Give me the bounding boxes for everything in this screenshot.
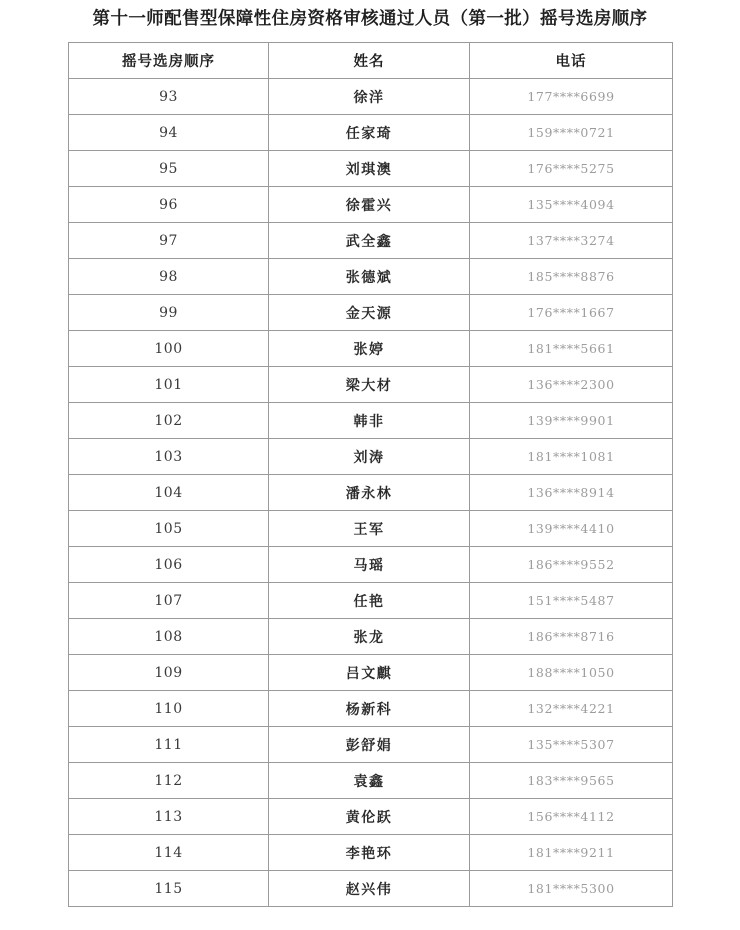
cell-phone: 186****8716 [470,619,673,655]
cell-name: 任艳 [269,583,470,619]
table-row [69,655,673,691]
table-row [69,475,673,511]
column-header-name: 姓名 [269,43,470,79]
cell-name: 王军 [269,511,470,547]
cell-order: 101 [69,367,269,403]
cell-name: 金天源 [269,295,470,331]
table-row [69,691,673,727]
table-row [69,259,673,295]
cell-name: 任家琦 [269,115,470,151]
cell-name: 武全鑫 [269,223,470,259]
cell-order: 112 [69,763,269,799]
cell-name: 赵兴伟 [269,871,470,907]
cell-order: 113 [69,799,269,835]
cell-order: 106 [69,547,269,583]
table-body [69,79,673,907]
table-row [69,871,673,907]
table-row [69,511,673,547]
cell-order: 104 [69,475,269,511]
cell-order: 95 [69,151,269,187]
table-row [69,799,673,835]
cell-phone: 177****6699 [470,79,673,115]
cell-name: 张德斌 [269,259,470,295]
cell-phone: 181****9211 [470,835,673,871]
cell-name: 彭舒娟 [269,727,470,763]
cell-phone: 156****4112 [470,799,673,835]
table-header [69,43,673,79]
table-row [69,223,673,259]
cell-name: 黄伦跃 [269,799,470,835]
table-row [69,115,673,151]
page-title: 第十一师配售型保障性住房资格审核通过人员（第一批）摇号选房顺序 [92,9,648,29]
cell-name: 潘永林 [269,475,470,511]
cell-name: 徐霍兴 [269,187,470,223]
cell-phone: 181****1081 [470,439,673,475]
cell-phone: 151****5487 [470,583,673,619]
cell-order: 110 [69,691,269,727]
cell-order: 107 [69,583,269,619]
cell-order: 94 [69,115,269,151]
cell-order: 105 [69,511,269,547]
cell-order: 114 [69,835,269,871]
cell-phone: 185****8876 [470,259,673,295]
cell-order: 97 [69,223,269,259]
cell-order: 100 [69,331,269,367]
column-header-order: 摇号选房顺序 [69,43,269,79]
cell-phone: 136****2300 [470,367,673,403]
cell-order: 108 [69,619,269,655]
cell-order: 109 [69,655,269,691]
cell-name: 徐洋 [269,79,470,115]
roster-table-container [68,42,672,907]
cell-phone: 159****0721 [470,115,673,151]
cell-order: 98 [69,259,269,295]
table-row [69,619,673,655]
cell-name: 马瑶 [269,547,470,583]
cell-name: 梁大材 [269,367,470,403]
cell-name: 张龙 [269,619,470,655]
cell-name: 韩非 [269,403,470,439]
roster-table [68,42,673,907]
cell-phone: 188****1050 [470,655,673,691]
cell-name: 袁鑫 [269,763,470,799]
table-row [69,583,673,619]
table-row [69,835,673,871]
table-row [69,295,673,331]
cell-phone: 135****5307 [470,727,673,763]
table-row [69,547,673,583]
cell-name: 刘涛 [269,439,470,475]
column-header-phone: 电话 [470,43,673,79]
cell-phone: 186****9552 [470,547,673,583]
cell-order: 102 [69,403,269,439]
cell-phone: 181****5300 [470,871,673,907]
cell-name: 张婷 [269,331,470,367]
cell-name: 吕文麒 [269,655,470,691]
cell-order: 115 [69,871,269,907]
cell-name: 刘琪澳 [269,151,470,187]
table-row [69,79,673,115]
table-row [69,331,673,367]
table-header-row [69,43,673,79]
cell-name: 杨新科 [269,691,470,727]
cell-order: 99 [69,295,269,331]
cell-order: 93 [69,79,269,115]
table-row [69,367,673,403]
table-row [69,763,673,799]
cell-name: 李艳环 [269,835,470,871]
cell-phone: 139****9901 [470,403,673,439]
cell-phone: 181****5661 [470,331,673,367]
cell-order: 103 [69,439,269,475]
table-row [69,151,673,187]
table-row [69,403,673,439]
cell-phone: 139****4410 [470,511,673,547]
cell-phone: 135****4094 [470,187,673,223]
cell-phone: 176****5275 [470,151,673,187]
cell-phone: 183****9565 [470,763,673,799]
table-row [69,187,673,223]
cell-phone: 132****4221 [470,691,673,727]
table-row [69,439,673,475]
table-row [69,727,673,763]
cell-phone: 137****3274 [470,223,673,259]
cell-phone: 136****8914 [470,475,673,511]
cell-phone: 176****1667 [470,295,673,331]
cell-order: 111 [69,727,269,763]
cell-order: 96 [69,187,269,223]
